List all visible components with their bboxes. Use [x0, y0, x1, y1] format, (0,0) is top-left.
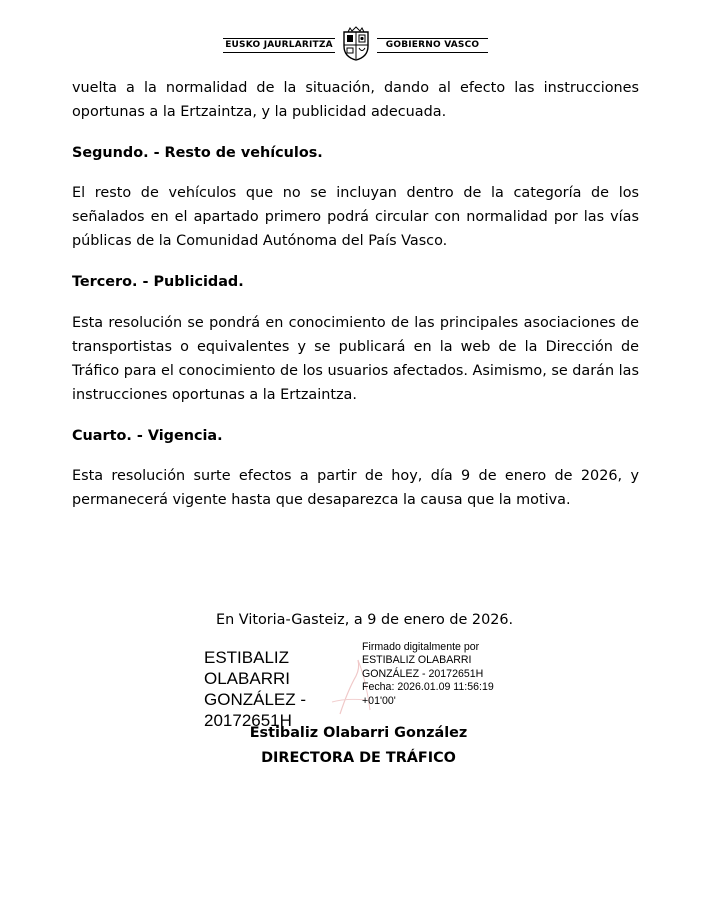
signer-title: DIRECTORA DE TRÁFICO [261, 750, 456, 766]
paragraph-continuation: vuelta a la normalidad de la situación, dando al efecto las instrucciones oportunas a la Ertzaintza, y la publicidad adecuada. [72, 80, 639, 120]
heading-tercero: Tercero. - Publicidad. [72, 274, 244, 290]
digital-signature-line: +01'00' [362, 694, 396, 707]
digital-signature-line: GONZÁLEZ - 20172651H [362, 667, 484, 680]
letterhead [0, 26, 717, 62]
coat-of-arms-icon [338, 26, 374, 62]
signature-name-line: ESTIBALIZ OLABARRI [204, 648, 290, 688]
signature-name-block [204, 647, 364, 731]
digital-signature-details [362, 641, 512, 708]
digital-signature-line: ESTIBALIZ OLABARRI [362, 654, 472, 667]
signer-name: Estibaliz Olabarri González [249, 725, 468, 741]
letterhead-spanish-label: GOBIERNO VASCO [377, 38, 488, 53]
letterhead-basque-label: EUSKO JAURLARITZA [223, 38, 335, 53]
place-and-date: En Vitoria-Gasteiz, a 9 de enero de 2026. [216, 612, 514, 628]
digital-signature-line: Firmado digitalmente por [362, 641, 480, 653]
paragraph-segundo: El resto de vehículos que no se incluyan dentro de la categoría de los señalados en el apartado primero podrá circular con normalidad por las vías públicas de la Comunidad Autónoma del País Vasco. [72, 185, 639, 249]
paragraph-tercero: Esta resolución se pondrá en conocimiento de las principales asociaciones de transportistas o equivalentes y se publicará en la web de la Dirección de Tráfico para el conocimiento de los usuarios afectados. Asimismo, se darán las instrucciones oportunas a la Ertzaintza. [72, 315, 639, 403]
heading-segundo: Segundo. - Resto de vehículos. [72, 145, 323, 161]
digital-signature-line: Fecha: 2026.01.09 11:56:19 [362, 681, 494, 694]
signature-name-line: 20172651H [204, 711, 292, 730]
paragraph-cuarto: Esta resolución surte efectos a partir de hoy, día 9 de enero de 2026, y permanecerá vigente hasta que desaparezca la causa que la motiva. [72, 468, 639, 508]
signature-name-line: GONZÁLEZ - [204, 690, 307, 709]
heading-cuarto: Cuarto. - Vigencia. [72, 428, 223, 444]
